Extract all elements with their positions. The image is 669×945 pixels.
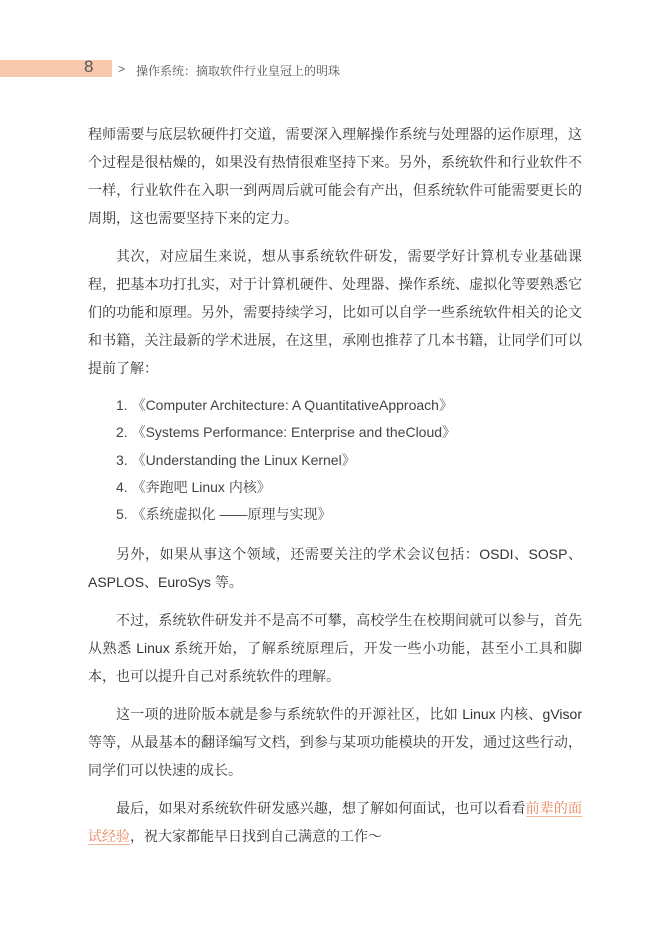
header-accent-bar xyxy=(0,60,112,77)
final-text-end: ，祝大家都能早日找到自己满意的工作～ xyxy=(130,828,382,845)
paragraph: 其次，对应届生来说，想从事系统软件研发，需要学好计算机专业基础课程，把基本功打扎实，对于计算机硬件、处理器、操作系统、虚拟化等要熟悉它们的功能和原理。另外，需要持续学习，比如可以自学一些系统软件相关的论文和书籍，关注最新的学术进展，在这里，承刚也推荐了几本书籍，让同学们可以提前了解： xyxy=(88,248,582,376)
article-body xyxy=(88,120,582,860)
paragraph: 另外，如果从事这个领域，还需要关注的学术会议包括：OSDI、SOSP、ASPLOS、EuroSys 等。 xyxy=(88,546,582,591)
book-item: 2. 《Systems Performance: Enterprise and theCloud》 xyxy=(116,424,457,441)
interview-experience-link[interactable]: 前辈的面试经验 xyxy=(88,800,582,845)
final-text: 最后，如果对系统软件研发感兴趣，想了解如何面试，也可以看看 xyxy=(116,800,526,817)
book-list xyxy=(88,392,582,528)
book-item: 4. 《奔跑吧 Linux 内核》 xyxy=(116,478,271,495)
book-item: 1. 《Computer Architecture: A QuantitativeApproach》 xyxy=(116,397,453,413)
final-paragraph xyxy=(88,794,582,850)
book-item: 5. 《系统虚拟化 ——原理与实现》 xyxy=(116,506,332,523)
paragraph: 这一项的进阶版本就是参与系统软件的开源社区，比如 Linux 内核、gVisor 等等，从最基本的翻译编写文档，到参与某项功能模块的开发，通过这些行动，同学们可以快速的成长。 xyxy=(88,706,582,779)
book-item: 3. 《Understanding the Linux Kernel》 xyxy=(116,451,356,468)
chapter-title: 操作系统：摘取软件行业皇冠上的明珠 xyxy=(136,64,341,78)
header-separator: > xyxy=(118,62,126,76)
page-number: 8 xyxy=(84,57,94,76)
paragraph: 不过，系统软件研发并不是高不可攀，高校学生在校期间就可以参与，首先从熟悉 Linux 系统开始，了解系统原理后，开发一些小功能，甚至小工具和脚本，也可以提升自己对系统软件的理解。 xyxy=(88,612,582,685)
paragraph: 程师需要与底层软硬件打交道，需要深入理解操作系统与处理器的运作原理，这个过程是很枯燥的，如果没有热情很难坚持下来。另外，系统软件和行业软件不一样，行业软件在入职一到两周后就可能会有产出，但系统软件可能需要更长的周期，这也需要坚持下来的定力。 xyxy=(88,126,582,226)
